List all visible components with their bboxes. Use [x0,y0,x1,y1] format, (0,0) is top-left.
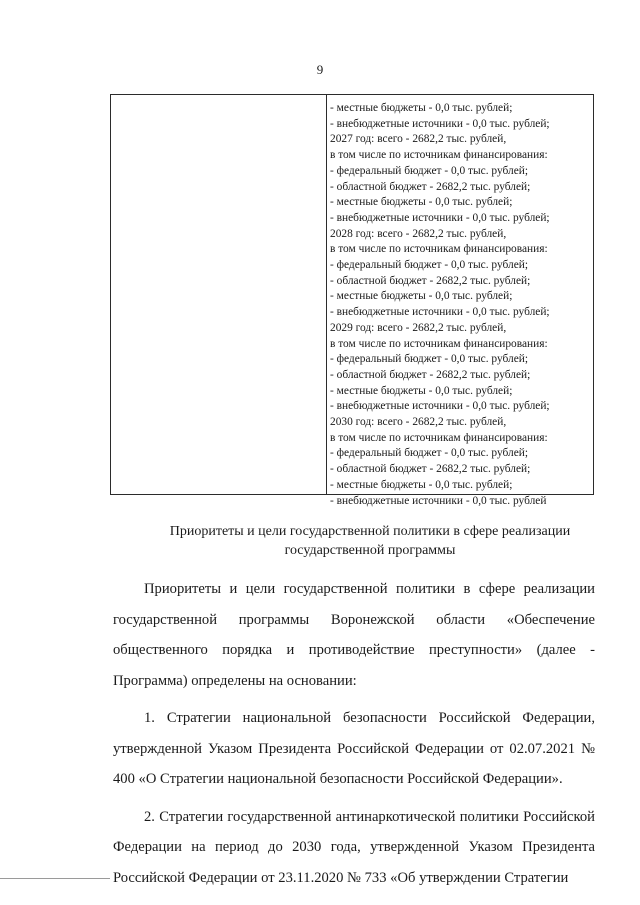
financing-line: - областной бюджет - 2682,2 тыс. рублей; [330,368,531,381]
financing-line: - местные бюджеты - 0,0 тыс. рублей; [330,102,513,114]
financing-line: в том числе по источникам финансирования: [330,149,548,162]
financing-line: в том числе по источникам финансирования: [330,243,548,256]
table-left-cell [111,95,327,494]
financing-line: - местные бюджеты - 0,0 тыс. рублей; [330,290,513,303]
financing-line: 2028 год: всего - 2682,2 тыс. рублей, [330,227,507,240]
financing-line: 2027 год: всего - 2682,2 тыс. рублей, [330,133,507,146]
page-number: 9 [316,62,324,77]
financing-line: 2030 год: всего - 2682,2 тыс. рублей, [330,416,507,429]
financing-line: - внебюджетные источники - 0,0 тыс. рублей; [330,211,550,224]
financing-line: - областной бюджет - 2682,2 тыс. рублей; [330,274,531,287]
financing-line: - федеральный бюджет - 0,0 тыс. рублей; [330,447,529,460]
financing-line: - местные бюджеты - 0,0 тыс. рублей; [330,384,513,397]
body-text [113,574,595,900]
financing-line: - внебюджетные источники - 0,0 тыс. рублей [330,494,547,507]
financing-line: - федеральный бюджет - 0,0 тыс. рублей; [330,259,529,272]
financing-table [110,94,594,507]
section-heading [150,522,590,560]
financing-line: - внебюджетные источники - 0,0 тыс. рублей; [330,306,550,319]
paragraph-intro: Приоритеты и цели государственной политики в сфере реализации государственной программы Воронежской области «Обеспечение общественного порядка и противодействие преступности» (далее - Программа) определены на основании: [113,581,595,689]
section-heading-line: Приоритеты и цели государственной политики в сфере реализации [169,524,571,539]
financing-line: - федеральный бюджет - 0,0 тыс. рублей; [330,164,529,177]
financing-line: - местные бюджеты - 0,0 тыс. рублей; [330,196,513,209]
financing-line: в том числе по источникам финансирования: [330,337,548,350]
footer-rule [0,878,110,879]
paragraph-item-1: 1. Стратегии национальной безопасности Российской Федерации, утвержденной Указом Президента Российской Федерации от 02.07.2021 № 400 «О Стратегии национальной безопасности Российской Федерации». [113,710,595,787]
financing-line: - внебюджетные источники - 0,0 тыс. рублей; [330,117,550,130]
section-heading-line: государственной программы [284,543,456,558]
financing-line: 2029 год: всего - 2682,2 тыс. рублей, [330,321,507,334]
financing-line: - областной бюджет - 2682,2 тыс. рублей; [330,463,531,476]
financing-line: в том числе по источникам финансирования: [330,431,548,444]
financing-line: - областной бюджет - 2682,2 тыс. рублей; [330,180,531,193]
financing-details-cell [330,101,592,509]
paragraph-item-2: 2. Стратегии государственной антинаркотической политики Российской Федерации на период до 2030 года, утвержденной Указом Президента Российской Федерации от 23.11.2020 № 733 «Об утверждении Стратегии [113,808,595,886]
financing-line: - федеральный бюджет - 0,0 тыс. рублей; [330,353,529,366]
financing-line: - местные бюджеты - 0,0 тыс. рублей; [330,478,513,491]
financing-line: - внебюджетные источники - 0,0 тыс. рублей; [330,400,550,413]
